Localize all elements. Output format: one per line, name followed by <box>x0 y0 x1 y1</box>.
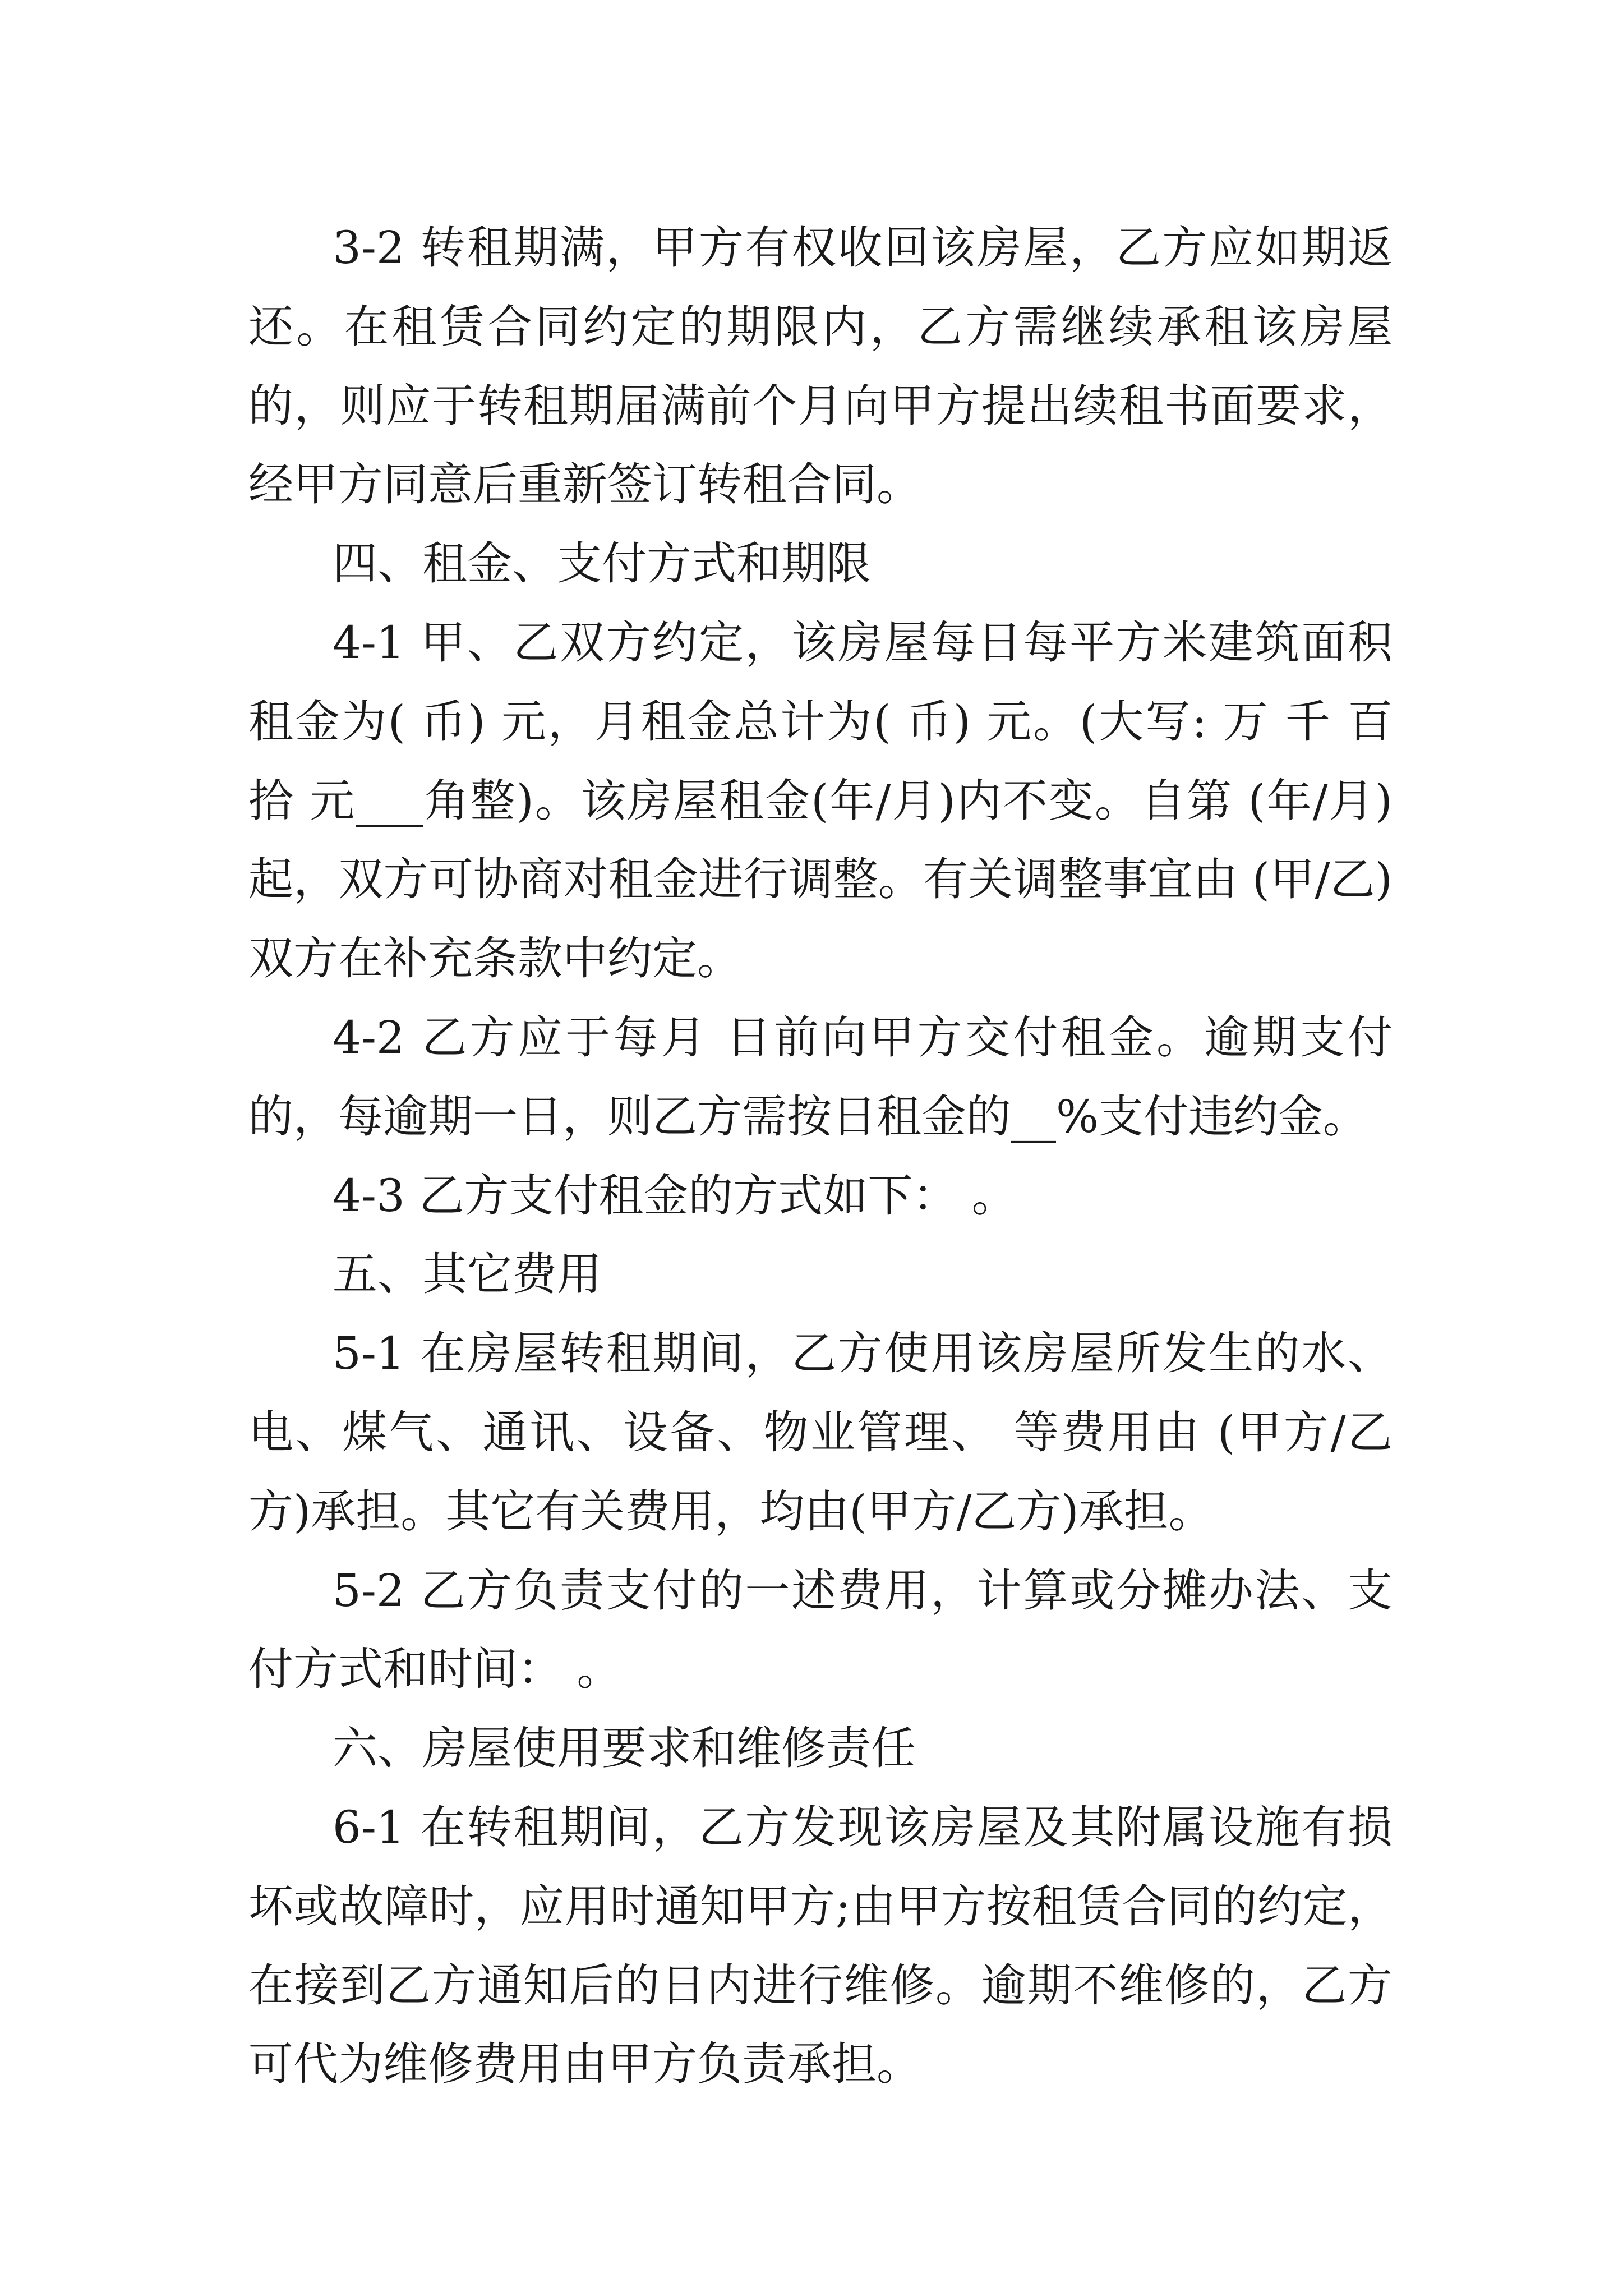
clause-4-3-paragraph: 4-3 乙方支付租金的方式如下： 。 <box>333 1169 1017 1222</box>
document-page <box>248 209 1407 2104</box>
clause-4-1-paragraph: 4-1 甲、乙双方约定，该房屋每日每平方米建筑面积租金为( 币) 元，月租金总计为( 币) 元。(大写: 万 千 百 拾 元___角整)。该房屋租金(年/月)内不变。自第 (年/月)起，双方可协商对租金进行调整。有关调整事宜由 (甲/乙)双方在补充条款中约定。 <box>248 616 1407 985</box>
clause-6-1-paragraph: 6-1 在转租期间，乙方发现该房屋及其附属设施有损坏或故障时，应用时通知甲方;由甲方按租赁合同的约定，在接到乙方通知后的日内进行维修。逾期不维修的，乙方可代为维修费用由甲方负责承担。 <box>248 1801 1393 2091</box>
clause-5-2-paragraph: 5-2 乙方负责支付的一述费用，计算或分摊办法、支付方式和时间： 。 <box>248 1564 1393 1696</box>
clause-5-1-paragraph: 5-1 在房屋转租期间，乙方使用该房屋所发生的水、电、煤气、通讯、设备、物业管理、 等费用由 (甲方/乙方)承担。其它有关费用，均由(甲方/乙方)承担。 <box>248 1327 1393 1538</box>
section-4-heading: 四、租金、支付方式和期限 <box>333 537 871 590</box>
section-6-heading: 六、房屋使用要求和维修责任 <box>333 1722 916 1775</box>
clause-4-2-paragraph: 4-2 乙方应于每月 日前向甲方交付租金。逾期支付的，每逾期一日，则乙方需按日租金的__%支付违约金。 <box>248 1011 1393 1143</box>
clause-3-2-paragraph: 3-2 转租期满，甲方有权收回该房屋，乙方应如期返还。在租赁合同约定的期限内，乙方需继续承租该房屋的，则应于转租期届满前个月向甲方提出续租书面要求，经甲方同意后重新签订转租合同。 <box>248 222 1393 511</box>
section-5-heading: 五、其它费用 <box>333 1248 602 1301</box>
